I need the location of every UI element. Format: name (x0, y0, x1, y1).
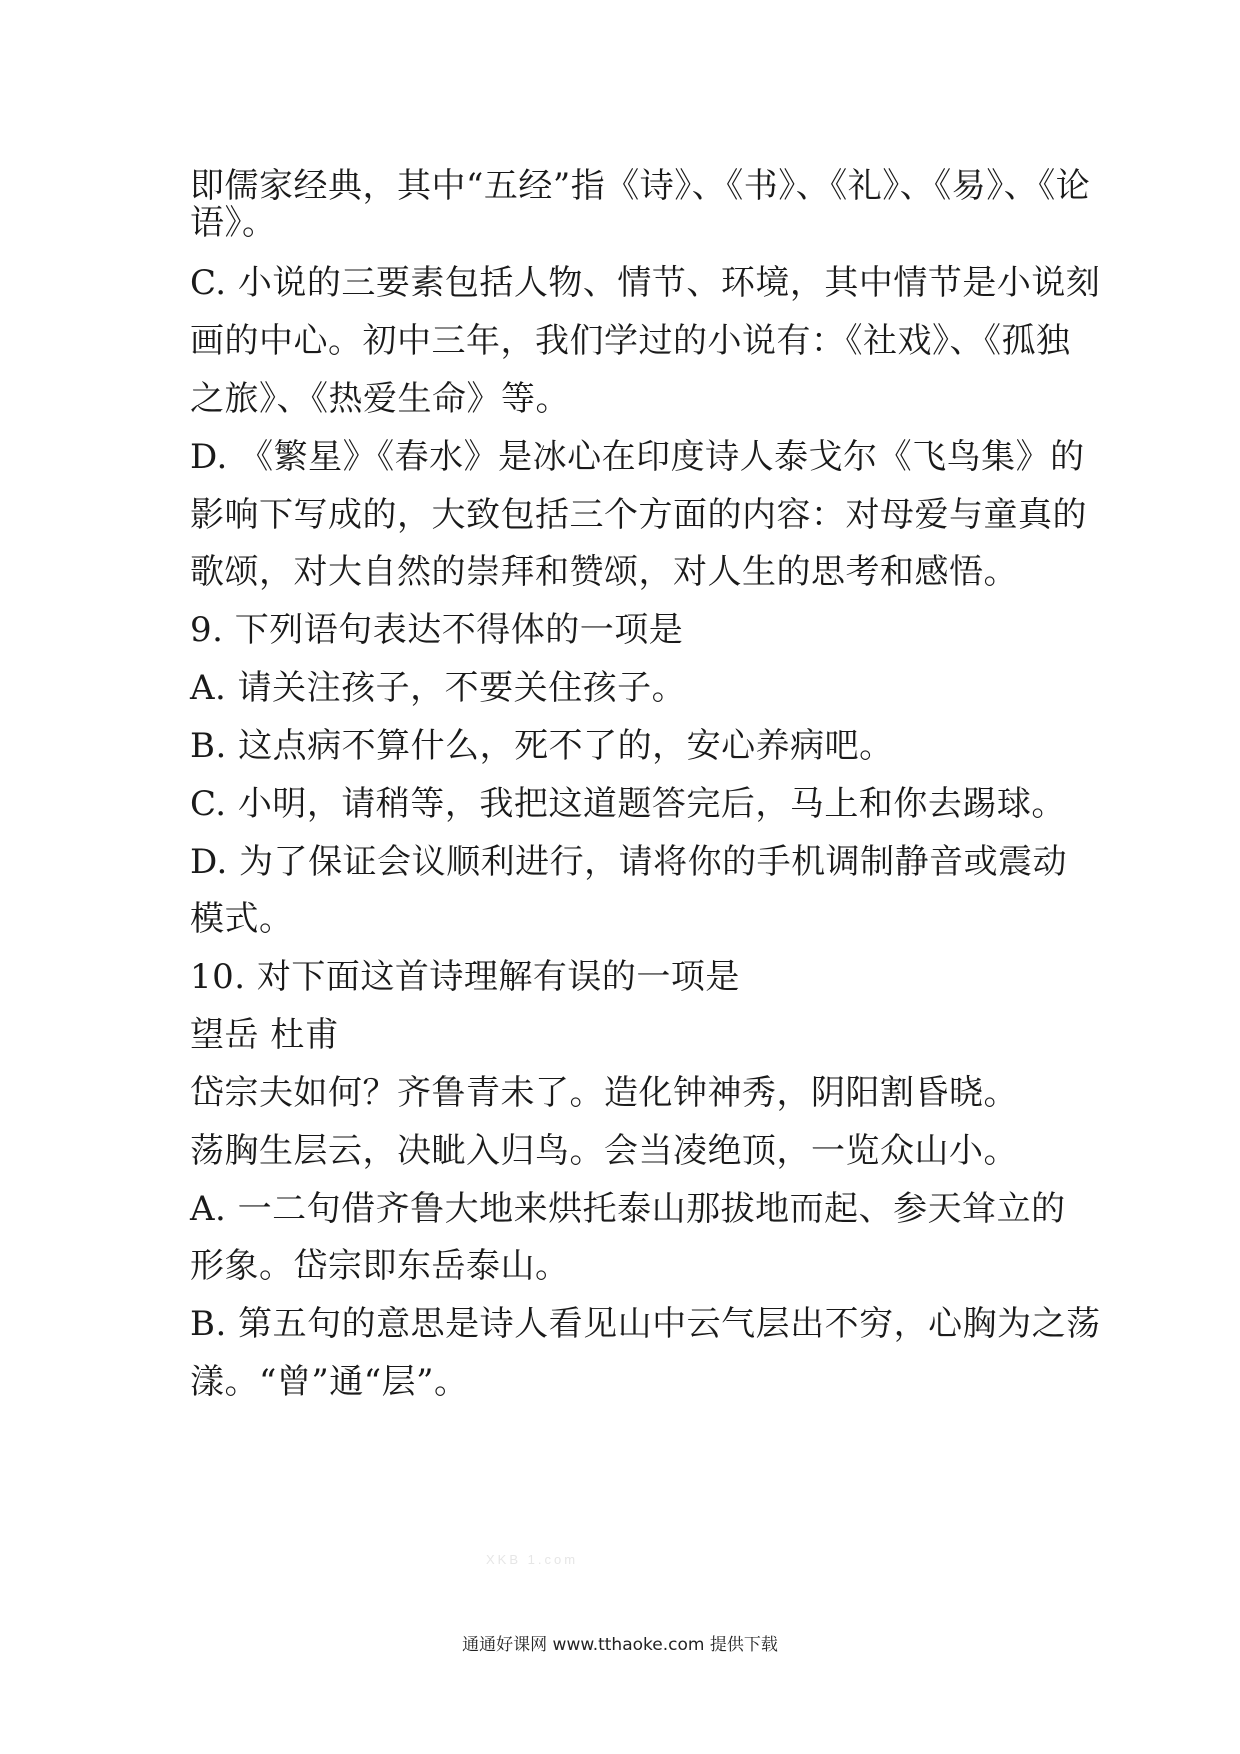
question-10-option-a-line-1: A. 一二句借齐鲁大地来烘托泰山那拔地而起、参天耸立的 (190, 1189, 1066, 1229)
text-line-1: 即儒家经典，其中“五经”指《诗》、《书》、《礼》、《易》、《论 (190, 166, 1091, 206)
question-10-option-a-line-2: 形象。岱宗即东岳泰山。 (190, 1246, 570, 1286)
question-10-option-b-line-2: 漾。“曾”通“层”。 (190, 1362, 469, 1402)
question-9-option-b: B. 这点病不算什么，死不了的，安心养病吧。 (190, 726, 894, 766)
question-9-option-a: A. 请关注孩子，不要关住孩子。 (190, 668, 687, 708)
question-10-option-b-line-1: B. 第五句的意思是诗人看见山中云气层出不穷，心胸为之荡 (190, 1304, 1101, 1344)
question-9-option-d-line-1: D. 为了保证会议顺利进行，请将你的手机调制静音或震动 (190, 842, 1068, 882)
poem-title: 望岳 杜甫 (190, 1015, 340, 1055)
option-d-line-1: D. 《繁星》《春水》是冰心在印度诗人泰戈尔《飞鸟集》的 (190, 437, 1085, 477)
text-line-2: 语》。 (190, 203, 277, 243)
page-footer: 通通好课网 www.tthaoke.com 提供下载 (462, 1635, 778, 1655)
poem-line-2: 荡胸生层云，决眦入归鸟。会当凌绝顶，一览众山小。 (190, 1131, 1018, 1171)
question-9-option-c: C. 小明，请稍等，我把这道题答完后，马上和你去踢球。 (190, 784, 1066, 824)
poem-line-1: 岱宗夫如何？齐鲁青未了。造化钟神秀，阴阳割昏晓。 (190, 1073, 1018, 1113)
option-c-line-1: C. 小说的三要素包括人物、情节、环境，其中情节是小说刻 (190, 263, 1101, 303)
option-c-line-3: 之旅》、《热爱生命》等。 (190, 379, 570, 419)
option-d-line-2: 影响下写成的，大致包括三个方面的内容：对母爱与童真的 (190, 495, 1087, 535)
question-9-option-d-line-2: 模式。 (190, 899, 294, 939)
question-10-stem: 10. 对下面这首诗理解有误的一项是 (190, 957, 740, 997)
watermark: XKB 1.com (486, 1552, 579, 1567)
option-c-line-2: 画的中心。初中三年，我们学过的小说有：《社戏》、《孤独 (190, 321, 1071, 361)
option-d-line-3: 歌颂，对大自然的崇拜和赞颂，对人生的思考和感悟。 (190, 552, 1018, 592)
question-9-stem: 9. 下列语句表达不得体的一项是 (190, 610, 684, 650)
